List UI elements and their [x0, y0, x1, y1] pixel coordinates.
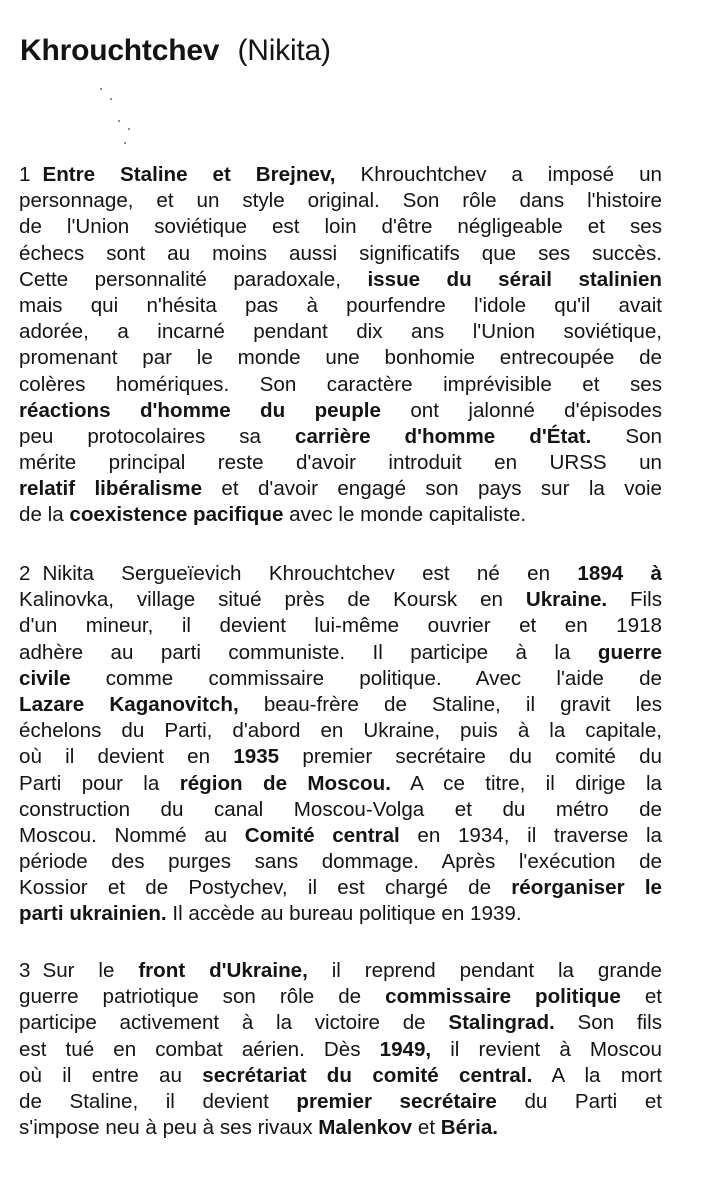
highlighted-term: réorganiser le: [511, 876, 663, 900]
section-1: [19, 162, 662, 529]
highlighted-term: Comité central: [244, 823, 400, 847]
text-line: [19, 797, 662, 823]
text-run: beau-frère de Staline, il gravit les: [238, 692, 662, 716]
text-run: est tué en combat aérien. Dès: [19, 1037, 380, 1061]
text-line: [19, 692, 662, 718]
text-run: il revient à Moscou: [431, 1037, 662, 1061]
text-run: ont jalonné d'épisodes: [380, 398, 662, 422]
text-run: Kalinovka, village situé près de Koursk en: [19, 588, 526, 612]
text-run: Son: [591, 424, 662, 448]
text-line: [19, 823, 662, 849]
text-run: et: [412, 1116, 441, 1140]
text-run: mais qui n'hésita pas à pourfendre l'idole qu'il avait: [19, 293, 662, 317]
highlighted-term: Ukraine.: [525, 588, 608, 612]
text-line: [19, 319, 662, 345]
text-run: mérite principal reste d'avoir introduit en URSS un: [19, 451, 662, 475]
text-run: participe activement à la victoire de: [19, 1011, 449, 1035]
text-line: [19, 587, 662, 613]
text-run: promenant par le monde une bonhomie entrecoupée de: [19, 346, 662, 370]
text-line: [19, 901, 662, 927]
text-run: où il entre au: [19, 1063, 203, 1087]
text-run: avec le monde capitaliste.: [283, 503, 527, 527]
highlighted-term: coexistence pacifique: [69, 503, 284, 527]
text-run: Nikita Sergueïevich Khrouchtchev est né en: [42, 562, 578, 585]
text-line: [19, 613, 662, 639]
text-run: personnage, et un style original. Son rôle dans l'histoire: [19, 189, 662, 213]
text-line: [19, 267, 662, 293]
text-line: [19, 849, 662, 875]
text-run: colères homériques. Son caractère imprévisible et ses: [19, 372, 662, 396]
text-run: et: [620, 985, 662, 1009]
text-run: Moscou. Nommé au: [19, 823, 245, 847]
text-line: [19, 1010, 662, 1036]
highlighted-term: parti ukrainien.: [19, 902, 167, 926]
text-line: [19, 984, 662, 1010]
text-run: peu protocolaires sa: [19, 424, 295, 448]
text-line: [19, 1037, 662, 1063]
text-run: Khrouchtchev a imposé un: [335, 163, 662, 186]
text-line: [19, 718, 662, 744]
text-run: de la: [19, 503, 70, 527]
text-line: [19, 476, 662, 502]
text-run: et d'avoir engagé son pays sur la voie: [202, 477, 663, 501]
text-run: de Staline, il devient: [19, 1089, 297, 1113]
text-line: [19, 1063, 662, 1089]
highlighted-term: Béria.: [440, 1116, 499, 1140]
text-run: Cette personnalité paradoxale,: [19, 267, 368, 291]
text-line: [19, 875, 662, 901]
highlighted-term: région de Moscou.: [179, 771, 391, 795]
highlighted-term: relatif libéralisme: [19, 477, 203, 501]
text-run: A la mort: [532, 1063, 663, 1087]
highlighted-term: Malenkov: [318, 1116, 413, 1140]
text-run: adorée, a incarné pendant dix ans l'Union soviétique,: [19, 320, 662, 344]
text-run: Il accède au bureau politique en 1939.: [166, 902, 522, 926]
text-run: comme commissaire politique. Avec l'aide de: [70, 666, 662, 690]
highlighted-term: carrière d'homme d'État.: [294, 424, 592, 448]
text-run: Fils: [607, 588, 663, 612]
text-run: Kossior et de Postychev, il est chargé de: [19, 876, 512, 900]
section-number: 3: [19, 959, 31, 982]
text-run: Son fils: [554, 1011, 662, 1035]
scan-speck: [118, 120, 120, 122]
highlighted-term: premier secrétaire: [296, 1089, 497, 1113]
text-run: échelons du Parti, d'abord en Ukraine, puis à la capitale,: [19, 719, 662, 743]
text-run: période des purges sans dommage. Après l'exécution de: [19, 850, 662, 874]
highlighted-term: civile: [19, 666, 71, 690]
text-line: [19, 1089, 662, 1115]
highlighted-term: réactions d'homme du peuple: [19, 398, 381, 422]
text-line: [19, 214, 662, 240]
text-line: [19, 666, 662, 692]
text-run: s'impose neu à peu à ses rivaux: [19, 1116, 319, 1140]
text-line: [19, 345, 662, 371]
text-line: [19, 188, 662, 214]
text-line: [19, 293, 662, 319]
text-run: A ce titre, il dirige la: [390, 771, 662, 795]
text-line: [19, 640, 662, 666]
text-line: [19, 1115, 662, 1141]
text-line: [19, 502, 662, 528]
highlighted-term: secrétariat du comité central.: [202, 1063, 533, 1087]
text-line: [19, 958, 662, 984]
text-run: construction du canal Moscou-Volga et du métro de: [19, 797, 662, 821]
page-title: [20, 34, 331, 68]
highlighted-term: 1894 à: [577, 562, 662, 585]
text-line: [19, 398, 662, 424]
text-run: de l'Union soviétique est loin d'être négligeable et ses: [19, 215, 662, 239]
highlighted-term: commissaire politique: [385, 985, 621, 1009]
highlighted-term: Stalingrad.: [448, 1011, 555, 1035]
highlighted-term: 1949,: [379, 1037, 432, 1061]
scan-speck: [100, 88, 102, 90]
text-line: [19, 561, 662, 587]
text-run: où il devient en: [19, 745, 234, 769]
section-3: [19, 958, 662, 1141]
text-line: [19, 424, 662, 450]
text-line: [19, 450, 662, 476]
text-run: en 1934, il traverse la: [399, 823, 662, 847]
text-line: [19, 162, 662, 188]
text-line: [19, 372, 662, 398]
text-run: premier secrétaire du comité du: [279, 745, 662, 769]
text-run: échecs sont au moins aussi significatifs que ses succès.: [19, 241, 662, 265]
text-line: [19, 744, 662, 770]
title-given-name: (Nikita): [237, 34, 331, 67]
text-run: adhère au parti communiste. Il participe à la: [19, 640, 598, 664]
text-run: d'un mineur, il devient lui-même ouvrier et en 1918: [19, 614, 662, 638]
highlighted-term: Lazare Kaganovitch,: [19, 692, 239, 716]
title-surname: Khrouchtchev: [20, 34, 220, 67]
text-run: Sur le: [42, 959, 139, 982]
highlighted-term: Entre Staline et Brejnev,: [42, 163, 336, 186]
scan-speck: [128, 128, 130, 130]
section-number: 2: [19, 562, 31, 585]
scan-speck: [124, 142, 126, 144]
text-run: guerre patriotique son rôle de: [19, 985, 386, 1009]
highlighted-term: front d'Ukraine,: [138, 959, 308, 982]
text-line: [19, 241, 662, 267]
highlighted-term: guerre: [597, 640, 662, 664]
scan-speck: [110, 98, 112, 100]
section-2: [19, 561, 662, 928]
text-run: Parti pour la: [19, 771, 180, 795]
text-line: [19, 771, 662, 797]
text-run: du Parti et: [496, 1089, 662, 1113]
highlighted-term: 1935: [233, 745, 280, 769]
section-number: 1: [19, 163, 31, 186]
text-run: il reprend pendant la grande: [307, 959, 662, 982]
highlighted-term: issue du sérail stalinien: [367, 267, 662, 291]
